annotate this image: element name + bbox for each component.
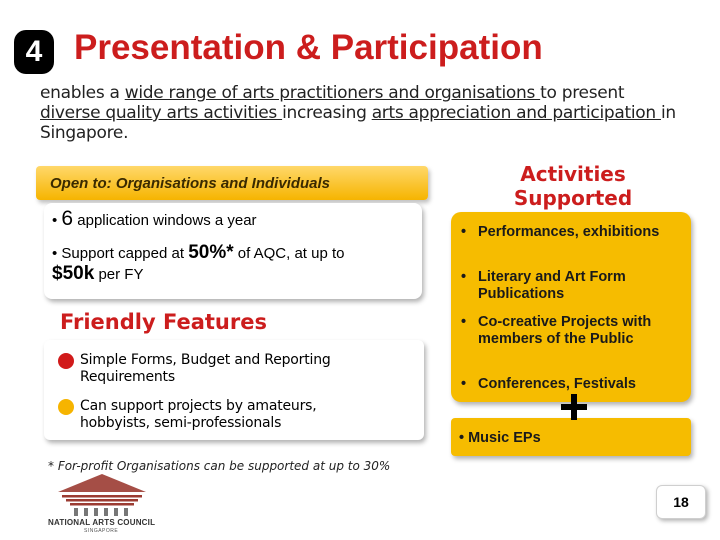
feature-item — [58, 352, 378, 386]
feature-text: Simple Forms, Budget and Reporting Requirements — [80, 352, 331, 385]
logo-sub: SINGAPORE — [84, 528, 119, 534]
eligibility-label: Open to: Organisations and Individuals — [50, 175, 331, 192]
intro-underline: wide range of arts practitioners and organisations — [124, 83, 541, 103]
term-text: per FY — [94, 266, 144, 283]
plus-icon — [561, 394, 587, 420]
page-number: 18 — [656, 485, 706, 519]
bullet: • — [461, 224, 467, 240]
term-percent: 50%* — [188, 242, 234, 263]
bullet: • — [52, 212, 62, 229]
activity-item — [461, 314, 687, 348]
activities-heading: Activities Supported — [513, 162, 633, 210]
terms-box — [44, 203, 422, 299]
intro-part: in Singapore. — [40, 103, 676, 143]
plus-icon-vertical — [571, 394, 577, 420]
activity-item — [461, 224, 687, 241]
music-eps-box — [451, 418, 691, 456]
activity-item — [461, 376, 687, 393]
intro-part: enables a — [40, 83, 125, 103]
section-number-badge: 4 — [14, 30, 54, 74]
slide-title: Presentation & Participation — [74, 28, 543, 67]
features-box — [44, 340, 424, 440]
activity-text: Co-creative Projects with members of the Public — [478, 314, 652, 347]
term-text: application windows a year — [73, 212, 257, 229]
activity-text: Conferences, Festivals — [478, 376, 636, 392]
bullet: • — [461, 269, 467, 285]
term-text: of AQC, at up to — [233, 245, 345, 262]
term-text: • Support capped at — [52, 245, 189, 262]
yellow-dot-icon — [58, 399, 74, 415]
feature-item — [58, 398, 378, 432]
friendly-features-heading: Friendly Features — [60, 310, 267, 334]
intro-part: increasing — [282, 103, 372, 123]
bullet: • — [461, 376, 467, 392]
activities-box — [451, 212, 691, 402]
red-dot-icon — [58, 353, 74, 369]
activity-text: Performances, exhibitions — [478, 224, 660, 240]
term-number: 6 — [61, 207, 74, 230]
logo-name: NATIONAL ARTS COUNCIL — [48, 518, 156, 527]
bullet: • — [461, 314, 467, 330]
footnote: * For-profit Organisations can be supported at up to 30% — [48, 459, 391, 473]
music-eps-text: • Music EPs — [459, 430, 541, 446]
intro-text — [40, 83, 680, 143]
feature-text: Can support projects by amateurs, hobbyists, semi-professionals — [80, 398, 317, 431]
intro-underline: diverse quality arts activities — [40, 103, 283, 123]
intro-underline: arts appreciation and participation — [371, 103, 661, 123]
intro-part: to present — [540, 83, 625, 103]
term-amount: $50k — [52, 263, 95, 284]
activity-text: Literary and Art Form Publications — [478, 269, 626, 302]
term-support-cap — [52, 243, 420, 285]
activity-item — [461, 269, 687, 303]
term-application-windows — [52, 207, 257, 231]
eligibility-banner — [36, 166, 428, 200]
